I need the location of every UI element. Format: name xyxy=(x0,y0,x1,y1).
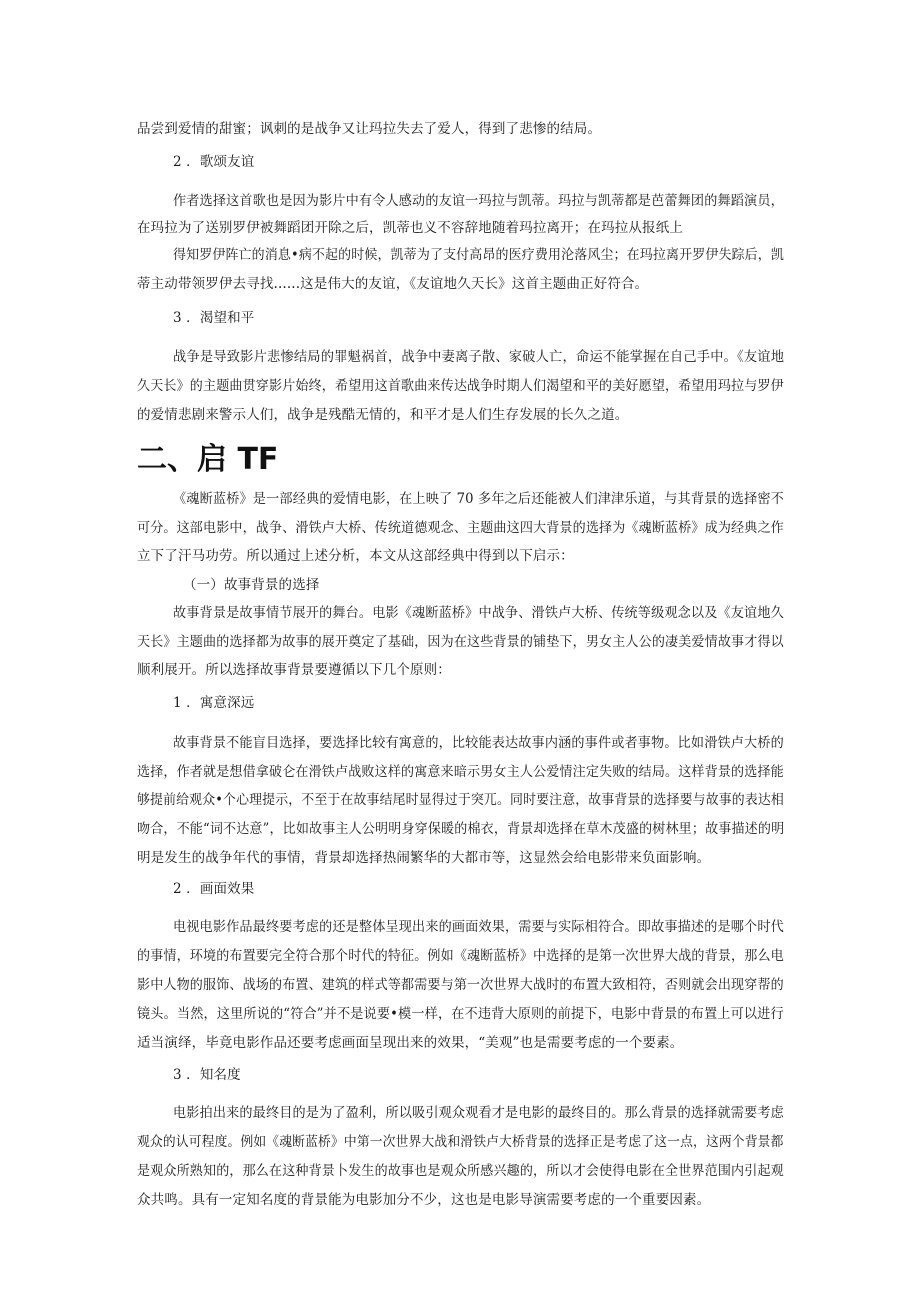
text-line: 电影拍出来的最终目的是为了盈利，所以吸引观众观看才是电影的最终目的。那么背景的选择就需要考虑 xyxy=(173,1105,784,1121)
text-line: 《魂断蓝桥》是一部经典的爱情电影，在上映了 70 多年之后还能被人们津津乐道，与其背景的选择密不 xyxy=(173,491,784,507)
text-line: 可分。这部电影中，战争、滑铁卢大桥、传统道德观念、主题曲这四大背景的选择为《魂断蓝桥》成为经典之作 xyxy=(137,520,784,536)
list-item-heading: 3 ．知名度 xyxy=(173,1067,241,1083)
text-line: 作者选择这首歌也是因为影片中有令人感动的友谊一玛拉与凯蒂。玛拉与凯蒂都是芭蕾舞团的舞蹈演员， xyxy=(173,193,784,209)
text-line: 品尝到爱情的甜蜜；讽刺的是战争又让玛拉失去了爱人，得到了悲惨的结局。 xyxy=(137,121,602,137)
text-line: 影中人物的服饰、战场的布置、建筑的样式等都需要与第一次世界大战时的布置大致相符，否则就会出现穿帮的 xyxy=(137,977,784,993)
text-line: 故事背景是故事情节展开的舞台。电影《魂断蓝桥》中战争、滑铁卢大桥、传统等级观念以及《友谊地久 xyxy=(173,605,784,621)
text-line: 选择，作者就是想借拿破仑在滑铁卢战败这样的寓意来暗示男女主人公爱情注定失败的结局。这样背景的选择能 xyxy=(137,764,784,780)
text-line: 战争是导致影片悲惨结局的罪魁祸首，战争中妻离子散、家破人亡，命运不能掌握在自己手中。《友谊地 xyxy=(173,349,785,365)
text-line: 顺利展开。所以选择故事背景要遵循以下几个原则： xyxy=(137,662,451,678)
text-line: 蒂主动带领罗伊去寻找......这是伟大的友谊，《友谊地久天长》这首主题曲正好符合。 xyxy=(137,276,649,292)
text-line: 立下了汗马功劳。所以通过上述分析，本文从这部经典中得到以下启示： xyxy=(137,548,574,564)
text-line: 够提前给观众•个心理提示，不至于在故事结尾时显得过于突兀。同时要注意，故事背景的选择要与故事的表达相 xyxy=(137,792,784,808)
text-line: 久天长》的主题曲贯穿影片始终，希望用这首歌曲来传达战争时期人们渴望和平的美好愿望，希望用玛拉与罗伊 xyxy=(137,378,784,394)
subsection-heading: （一）故事背景的选择 xyxy=(183,577,320,593)
text-line: 天长》主题曲的选择都为故事的展开奠定了基础，因为在这些背景的铺垫下，男女主人公的凄美爱情故事才得以 xyxy=(137,634,784,650)
text-line: 适当演绎，毕竟电影作品还要考虑画面呈现出来的效果，“美观”也是需要考虑的一个要素。 xyxy=(137,1035,684,1051)
text-line: 在玛拉为了送别罗伊被舞蹈团开除之后，凯蒂也义不容辞地随着玛拉离开；在玛拉从报纸上 xyxy=(137,220,683,236)
text-line: 是观众所熟知的，那么在这种背景卜发生的故事也是观众所感兴趣的，所以才会使得电影在全世界范围内引起观 xyxy=(137,1163,784,1179)
text-line: 的事情，环境的布置要完全符合那个时代的特征。例如《魂断蓝桥》中选择的是第一次世界大战的背景，那么电 xyxy=(137,948,784,964)
text-line: 镜头。当然，这里所说的“符合”并不是说要•模一样，在不违背大原则的前提下，电影中背景的布置上可以进行 xyxy=(137,1006,784,1022)
text-line: 得知罗伊阵亡的消息•病不起的时候，凯蒂为了支付高昂的医疗费用沦落风尘；在玛拉离开罗伊失踪后，凯 xyxy=(173,247,785,263)
text-line: 观众的认可程度。例如《魂断蓝桥》中第一次世界大战和滑铁卢大桥背景的选择正是考虑了这一点，这两个背景都 xyxy=(137,1134,784,1150)
list-item-heading: 3 ．渴望和平 xyxy=(173,310,255,326)
list-item-heading: 2 ．歌颂友谊 xyxy=(173,154,255,170)
text-line: 众共鸣。具有一定知名度的背景能为电影加分不少，这也是电影导演需要考虑的一个重要因素。 xyxy=(137,1192,711,1208)
text-line: 的爱情悲剧来警示人们，战争是残酷无情的，和平才是人们生存发展的长久之道。 xyxy=(137,407,629,423)
section-heading: 二、启 TF xyxy=(137,442,279,477)
text-line: 故事背景不能盲目选择，要选择比较有寓意的，比较能表达故事内涵的事件或者事物。比如滑铁卢大桥的 xyxy=(173,735,784,751)
text-line: 吻合，不能“词不达意”，比如故事主人公明明身穿保暖的棉衣，背景却选择在草木茂盛的树林里；故事描述的明 xyxy=(137,821,785,837)
text-line: 明是发生的战争年代的事情，背景却选择热闹繁华的大都市等，这显然会给电影带来负面影响。 xyxy=(137,850,711,866)
list-item-heading: 1 ．寓意深远 xyxy=(173,695,255,711)
text-line: 电视电影作品最终要考虑的还是整体呈现出来的画面效果，需要与实际相符合。即故事描述的是哪个时代 xyxy=(173,919,784,935)
list-item-heading: 2 ．画面效果 xyxy=(173,881,255,897)
